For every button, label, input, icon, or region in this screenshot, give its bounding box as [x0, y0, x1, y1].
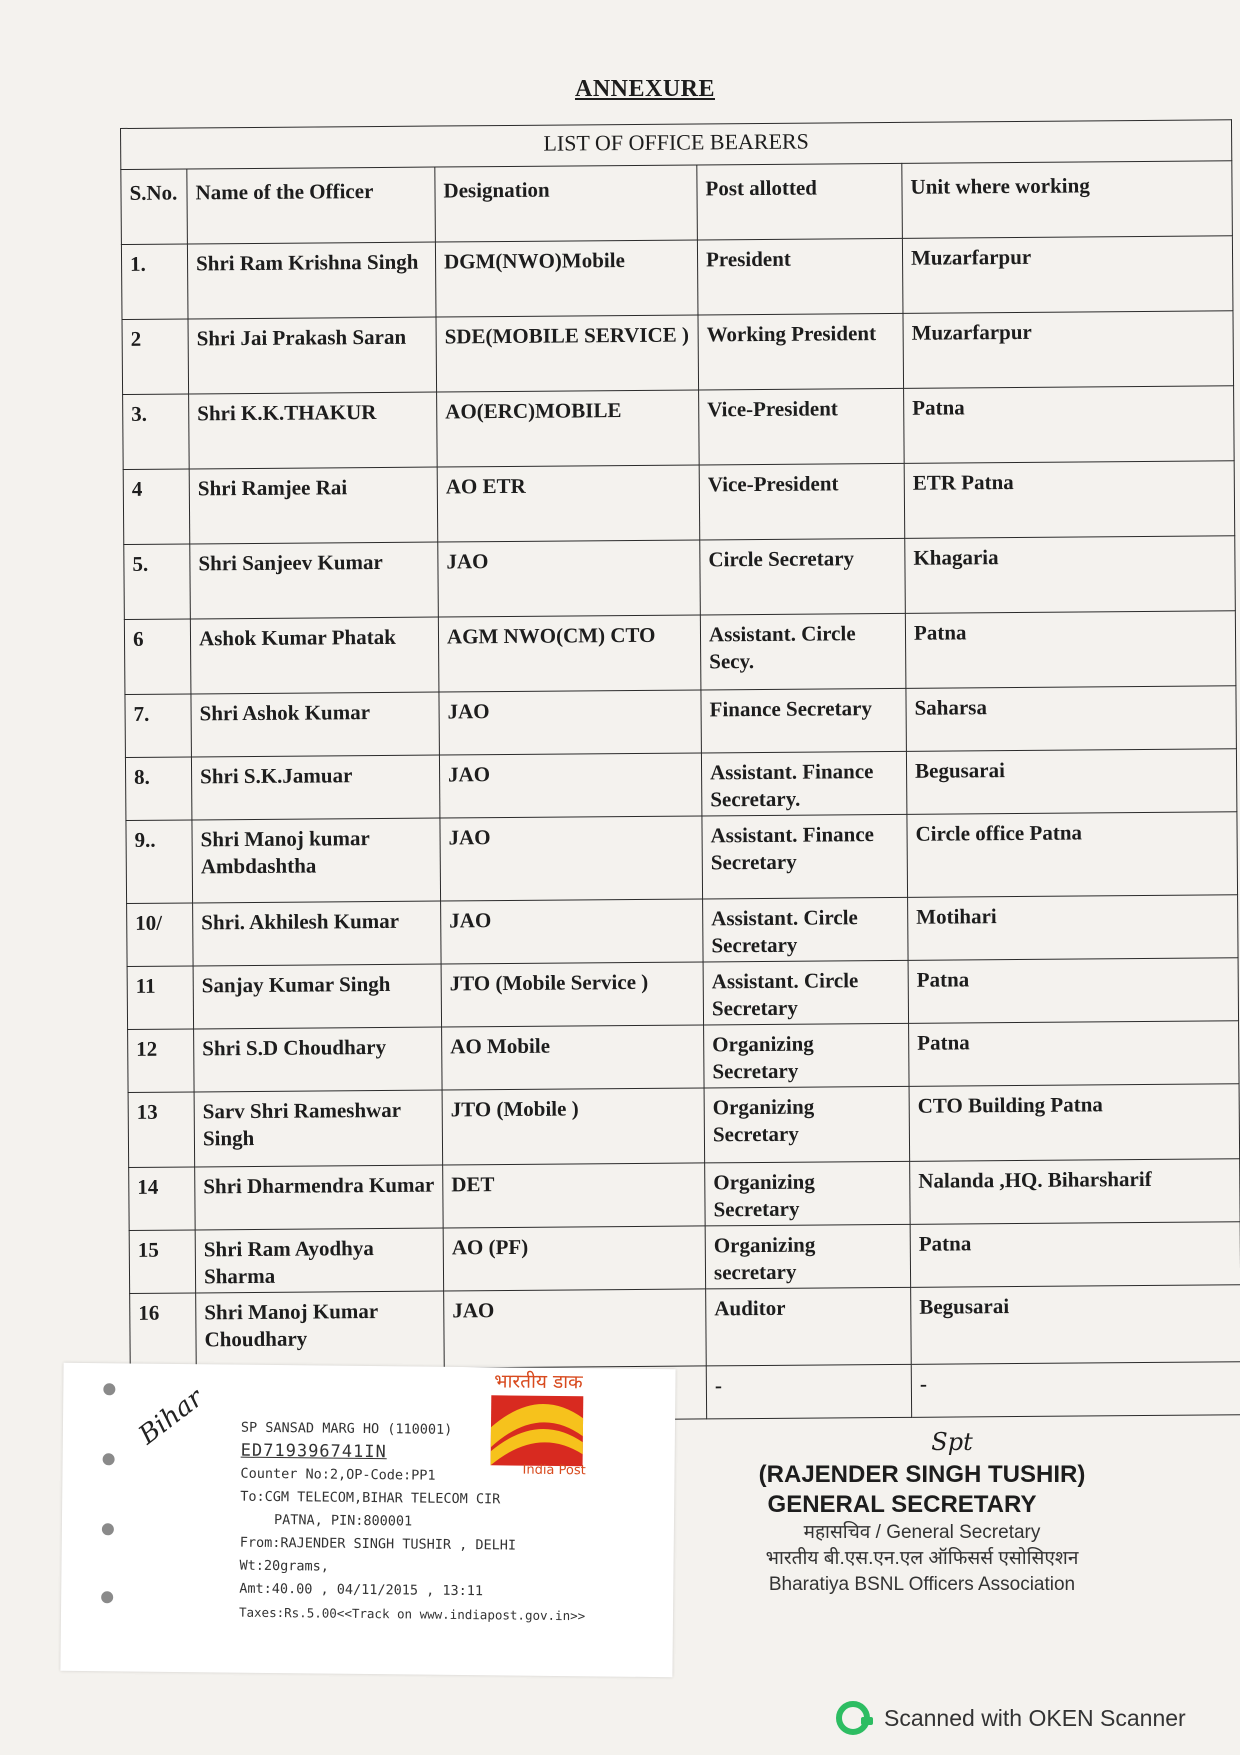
officer-name: Ashok Kumar Phatak [190, 617, 439, 694]
officer-designation: JAO [440, 816, 703, 901]
officer-name: Shri Ram Krishna Singh [187, 242, 436, 319]
receipt-line: From:RAJENDER SINGH TUSHIR , DELHI [239, 1534, 517, 1554]
officer-name: Shri Ramjee Rai [189, 467, 438, 544]
column-header-designation: Designation [435, 165, 698, 242]
post-allotted: Finance Secretary [701, 688, 906, 753]
post-allotted: Assistant. Circle Secy. [700, 613, 906, 690]
table-row [121, 236, 1233, 320]
row-sno: 6 [124, 619, 191, 695]
table-header-row [121, 161, 1233, 245]
table-row [124, 611, 1236, 695]
office-bearers-table [120, 119, 1240, 1424]
post-allotted: Assistant. Finance Secretary. [701, 751, 906, 816]
officer-designation: JAO [438, 540, 701, 617]
officer-designation: AO ETR [437, 465, 700, 542]
officer-name: Shri K.K.THAKUR [189, 392, 438, 469]
unit-working: Begusarai [911, 1285, 1240, 1365]
table-row [127, 958, 1238, 1030]
officer-designation: JAO [444, 1289, 707, 1368]
table-caption: LIST OF OFFICE BEARERS [121, 120, 1232, 170]
unit-working: Muzarfarpur [903, 311, 1234, 389]
seal-line: Bharatiya BSNL Officers Association [768, 1574, 1076, 1595]
column-header-sno: S.No. [121, 169, 188, 245]
row-sno: 2 [122, 319, 189, 395]
post-allotted: Working President [698, 313, 904, 390]
officer-name: Shri S.D Choudhary [194, 1027, 442, 1092]
post-allotted: President [697, 238, 903, 315]
table-row [125, 686, 1236, 758]
handwritten-note: Bihar [133, 1383, 209, 1451]
table-row [127, 895, 1238, 967]
unit-working: Motihari [908, 895, 1238, 961]
column-header-unit: Unit where working [902, 161, 1233, 239]
unit-working: Patna [905, 611, 1236, 689]
post-allotted: Vice-President [699, 463, 905, 540]
unit-working: Patna [904, 386, 1235, 464]
officer-name: Shri Manoj Kumar Choudhary [196, 1291, 445, 1370]
unit-working: Patna [909, 1021, 1239, 1087]
receipt-line: Amt:40.00 , 04/11/2015 , 13:11 [239, 1580, 484, 1600]
receipt-line: Taxes:Rs.5.00<<Track on www.indiapost.gov.in>> [238, 1604, 586, 1624]
punch-hole-icon [101, 1591, 113, 1603]
officer-name: Shri Manoj kumar Ambdashtha [192, 818, 441, 903]
post-allotted: Organizing Secretary [705, 1161, 910, 1226]
unit-working: CTO Building Patna [909, 1084, 1240, 1162]
officer-designation: JAO [439, 753, 701, 818]
table-row [128, 1084, 1240, 1168]
scanner-watermark [836, 1696, 1216, 1740]
table-row [128, 1021, 1239, 1093]
signatory-name: (RAJENDER SINGH TUSHIR) [758, 1461, 1086, 1488]
row-sno: 13 [128, 1092, 195, 1168]
unit-working: Muzarfarpur [902, 236, 1233, 314]
seal-line: भारतीय बी.एस.एन.एल ऑफिसर्स एसोसिएशन [765, 1548, 1079, 1569]
table-row [123, 386, 1235, 470]
punch-hole-icon [103, 1453, 115, 1465]
row-sno: 15 [129, 1230, 195, 1294]
unit-working: Begusarai [906, 749, 1236, 815]
postal-receipt-stamp [60, 1363, 675, 1677]
scanner-watermark-text: Scanned with OKEN Scanner [884, 1704, 1186, 1731]
receipt-line: Counter No:2,OP-Code:PP1 [240, 1465, 436, 1484]
india-post-logo-hindi: भारतीय डाक [494, 1370, 583, 1394]
punch-hole-icon [102, 1523, 114, 1535]
officer-designation: SDE(MOBILE SERVICE ) [436, 315, 699, 392]
table-row [129, 1159, 1240, 1231]
officer-name: Shri S.K.Jamuar [191, 755, 439, 820]
seal-line: महासचिव / General Secretary [803, 1522, 1041, 1543]
post-allotted: Circle Secretary [700, 538, 906, 615]
post-allotted: - [706, 1364, 911, 1419]
row-sno: 10/ [127, 903, 193, 967]
row-sno: 3. [123, 394, 190, 470]
table-row [126, 812, 1238, 904]
officer-designation: JTO (Mobile ) [442, 1088, 705, 1165]
row-sno: 8. [125, 757, 191, 821]
unit-working: - [911, 1362, 1240, 1418]
unit-working: Khagaria [905, 536, 1236, 614]
oken-scanner-icon [836, 1701, 870, 1735]
table-row [124, 536, 1236, 620]
post-allotted: Organizing Secretary [704, 1023, 909, 1088]
officer-designation: DGM(NWO)Mobile [435, 240, 698, 317]
officer-designation: JAO [441, 899, 703, 964]
post-allotted: Assistant. Circle Secretary [703, 897, 908, 962]
officer-designation: AO(ERC)MOBILE [437, 390, 700, 467]
unit-working: Patna [910, 1222, 1240, 1288]
officer-name: Shri Ram Ayodhya Sharma [195, 1228, 443, 1293]
unit-working: Circle office Patna [907, 812, 1238, 898]
receipt-line: To:CGM TELECOM,BIHAR TELECOM CIR [240, 1488, 501, 1508]
row-sno: 9.. [126, 820, 193, 904]
india-post-logo-english: India Post [522, 1462, 586, 1479]
table-row [122, 311, 1234, 395]
unit-working: ETR Patna [904, 461, 1235, 539]
signature-initials: Spt [931, 1428, 973, 1456]
post-allotted: Auditor [706, 1287, 912, 1366]
officer-designation: JTO (Mobile Service ) [441, 962, 703, 1027]
post-allotted: Assistant. Circle Secretary [703, 960, 908, 1025]
officer-designation: AGM NWO(CM) CTO [438, 615, 701, 692]
table-row [129, 1222, 1240, 1294]
column-header-post: Post allotted [697, 163, 903, 240]
row-sno: 14 [129, 1167, 195, 1231]
row-sno: 16 [130, 1293, 197, 1371]
post-allotted: Vice-President [699, 388, 905, 465]
unit-working: Saharsa [906, 686, 1236, 752]
row-sno: 4 [123, 469, 190, 545]
row-sno: 12 [128, 1029, 194, 1093]
row-sno: 1. [121, 244, 188, 320]
officer-name: Sarv Shri Rameshwar Singh [194, 1090, 443, 1167]
receipt-line: PATNA, PIN:800001 [273, 1512, 413, 1530]
receipt-line: Wt:20grams, [239, 1557, 329, 1575]
row-sno: 11 [127, 966, 193, 1030]
column-header-name: Name of the Officer [187, 167, 436, 244]
officer-designation: AO Mobile [442, 1025, 704, 1090]
receipt-tracking-number: ED719396741IN [240, 1440, 387, 1463]
officer-name: Shri. Akhilesh Kumar [193, 901, 441, 966]
officer-name: Shri Dharmendra Kumar [195, 1165, 443, 1230]
officer-designation: DET [443, 1163, 705, 1228]
officer-name: Shri Sanjeev Kumar [190, 542, 439, 619]
officer-designation: JAO [439, 690, 701, 755]
officer-name: Shri Ashok Kumar [191, 692, 439, 757]
unit-working: Patna [908, 958, 1238, 1024]
receipt-line: SP SANSAD MARG HO (110001) [240, 1419, 453, 1438]
officer-designation: AO (PF) [443, 1226, 705, 1291]
signature-block [712, 1428, 1132, 1598]
table-row [130, 1285, 1240, 1371]
officer-name: Sanjay Kumar Singh [193, 964, 441, 1029]
row-sno: 7. [125, 694, 191, 758]
unit-working: Nalanda ,HQ. Biharsharif [910, 1159, 1240, 1225]
signatory-title: GENERAL SECRETARY [767, 1491, 1037, 1518]
officer-name: Shri Jai Prakash Saran [188, 317, 437, 394]
post-allotted: Assistant. Finance Secretary [702, 814, 908, 899]
postal-receipt-text [239, 1417, 651, 1628]
post-allotted: Organizing Secretary [704, 1086, 910, 1163]
table-row [123, 461, 1235, 545]
punch-hole-icon [103, 1383, 115, 1395]
row-sno: 5. [124, 544, 191, 620]
table-row [125, 749, 1236, 821]
post-allotted: Organizing secretary [705, 1224, 910, 1289]
annexure-heading: ANNEXURE [574, 76, 715, 102]
